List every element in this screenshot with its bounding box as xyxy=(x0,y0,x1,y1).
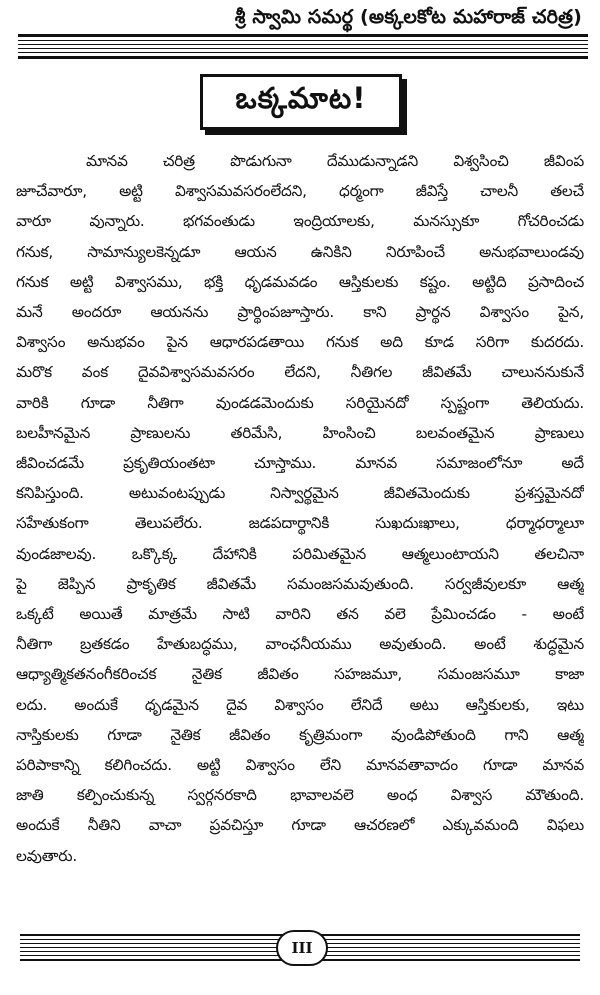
header-rule-4 xyxy=(18,52,588,53)
text-line: వారికి గూడా నీతిగా వుండడమెందుకు సరియైనదో స్పష్టంగా తెలియదు. xyxy=(16,393,584,412)
text-line: నాస్తికులకు గూడా నైతిక జీవితం కృత్రిమంగా వుండిపోతుంది గాని ఆత్మ xyxy=(16,725,584,744)
text-line: కనిపిస్తుంది. అటువంటప్పుడు నిస్వార్థమైన జీవితమెందుకు ప్రశస్తమైనదో xyxy=(16,484,584,503)
text-line: సహేతుకంగా తెలుపలేరు. జడపదార్థానికి సుఖదుఃఖాలు, ధర్మాధర్మాలూ xyxy=(16,514,584,533)
body-text xyxy=(16,146,584,871)
text-line: మానవ చరిత్ర పొడుగునా దేముడున్నాడని విశ్వసించి జీవింప xyxy=(86,152,584,170)
text-line: అందుకే నీతిని వాచా ప్రవచిస్తూ గూడా ఆచరణలో ఎక్కువమంది విఫలు xyxy=(16,816,584,835)
text-line: వారూ వున్నారు. భగవంతుడు ఇంద్రియాలకు, మనస్సుకూ గోచరించడు xyxy=(16,212,584,231)
text-line: విశ్వాసం అనుభవం పైన ఆధారపడతాయి గనుక అది కూడ సరిగా కుదరదు. xyxy=(16,333,584,352)
text-line: పై జెప్పిన ప్రాకృతిక జీవితమే సమంజసమవుతుంది. సర్వజీవులకూ ఆత్మ xyxy=(16,574,584,593)
text-line: లవుతారు. xyxy=(16,846,78,865)
text-line: గనుక, సామాన్యులకెన్నడూ ఆయన ఉనికిని నిరూపించే అనుభవాలుండవు xyxy=(16,242,584,261)
section-title: ఒక్కమాట! xyxy=(235,81,367,115)
text-line: గనుక అట్టి విశ్వాసము, భక్తి ధృడమవడం ఆస్తికులకు కష్టం. అట్టిది ప్రసాదించ xyxy=(16,272,584,291)
page-footer xyxy=(0,920,600,980)
text-line: వుండజాలవు. ఒక్కొక్క దేహానికి పరిమితమైన ఆత్మలుంటాయని తలచినా xyxy=(16,544,584,563)
page-number-badge xyxy=(276,930,328,966)
text-line: ఆధ్యాత్మికతనంగీకరించక నైతిక జీవితం సహజమూ, సమంజసమూ కాజా xyxy=(16,665,584,684)
text-line: లదు. అందుకే ధృడమైన దైవ విశ్వాసం లేనిదే అటు ఆస్తికులకు, ఇటు xyxy=(16,695,584,714)
text-line: మరొక వంక దైవవిశ్వాసమవసరం లేదని, నీతిగల జీవితమే చాలుననుకునే xyxy=(16,363,584,382)
text-line: బలహీనమైన ప్రాణులను తరిమేసి, హింసించి బలవంతమైన ప్రాణులు xyxy=(16,423,584,442)
text-line: జాతి కల్పించుకున్న స్వర్గనరకాది భావాలవలె అంధ విశ్వాస మౌతుంది. xyxy=(16,786,584,805)
text-line: మనే అందరూ ఆయనను ప్రార్థింపజూస్తారు. కాని ప్రార్థన విశ్వాసం పైన, xyxy=(16,303,584,322)
text-line: జూచేవారూ, అట్టి విశ్వాసమవసరంలేదని, ధర్మంగా జీవిస్తే చాలనీ తలచే xyxy=(16,182,584,201)
running-header-title: శ్రీ స్వామి సమర్థ (అక్కలకోట మహారాజ్ చరిత్ర) xyxy=(231,6,586,33)
text-line: పరిపాకాన్ని కలిగించదు. అట్టి విశ్వాసం లేని మానవతావాదం గూడా మానవ xyxy=(16,756,584,775)
header-rule-top xyxy=(18,34,588,37)
text-line: ఒక్కటే అయితే మాత్రమే సాటి వారిని తన వలె ప్రేమించడం - అంటే xyxy=(16,605,584,624)
text-line: జీవించడమే ప్రకృతియంతటా చూస్తాము. మానవ సమాజంలోనూ అదే xyxy=(16,454,584,473)
section-title-box xyxy=(200,74,402,130)
page-header xyxy=(0,0,600,64)
page-number: III xyxy=(291,939,313,957)
header-rule-1 xyxy=(18,40,588,41)
header-rule-2 xyxy=(18,44,588,45)
text-line: నీతిగా బ్రతకడం హేతుబద్ధము, వాంఛనీయము అవుతుంది. అంటే శుద్ధమైన xyxy=(16,635,584,654)
header-rule-bottom xyxy=(18,56,588,59)
header-rule-3 xyxy=(18,48,588,49)
